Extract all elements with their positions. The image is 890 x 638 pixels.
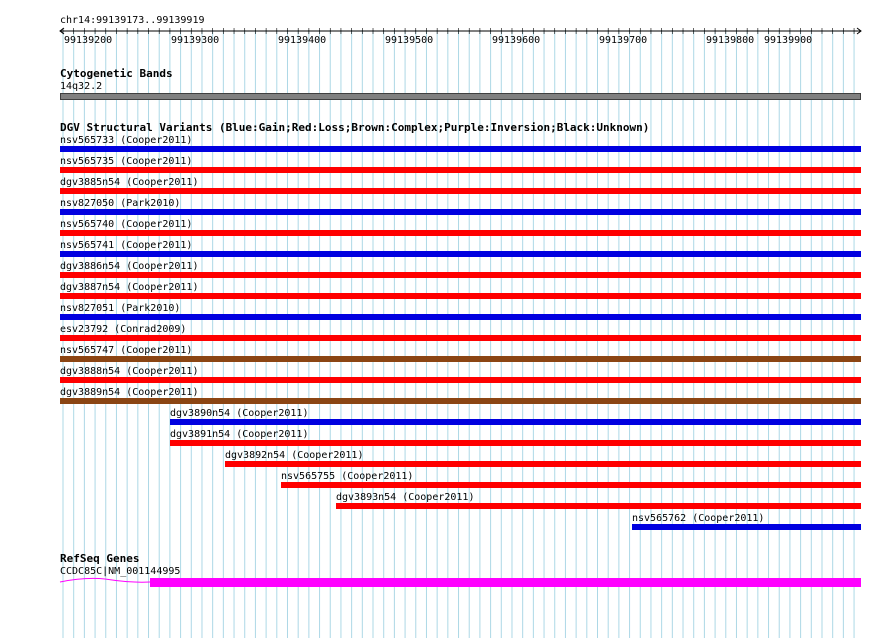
variant-bar[interactable] [170,419,861,425]
ruler-tick-label: 99139800 [706,35,755,46]
variant-label: dgv3885n54 (Cooper2011) [60,177,199,188]
gene-intron-line [60,578,150,582]
variant-bar[interactable] [60,146,861,152]
ruler-tick-label: 99139600 [492,35,541,46]
variant-label: nsv565735 (Cooper2011) [60,156,193,167]
variant-bar[interactable] [60,314,861,320]
variant-bar[interactable] [60,188,861,194]
variant-bar[interactable] [60,251,861,257]
variant-label: nsv565747 (Cooper2011) [60,345,193,356]
variant-label: nsv565740 (Cooper2011) [60,219,193,230]
variant-bar[interactable] [60,272,861,278]
variant-bar[interactable] [60,398,861,404]
variant-bar[interactable] [60,167,861,173]
variant-label: nsv565741 (Cooper2011) [60,240,193,251]
ruler-tick-label: 99139900 [764,35,813,46]
variant-bar[interactable] [336,503,861,509]
variant-label: dgv3892n54 (Cooper2011) [225,450,364,461]
variant-bar[interactable] [281,482,861,488]
variant-bar[interactable] [60,293,861,299]
ruler-tick-label: 99139400 [278,35,327,46]
refseq-track-title: RefSeq Genes [60,552,140,565]
variant-label: dgv3893n54 (Cooper2011) [336,492,475,503]
variant-label: dgv3889n54 (Cooper2011) [60,387,199,398]
ruler-tick-label: 99139500 [385,35,434,46]
ruler-position-label: chr14:99139173..99139919 [60,15,205,26]
variant-label: nsv565733 (Cooper2011) [60,135,193,146]
variant-bar[interactable] [170,440,861,446]
variant-label: dgv3888n54 (Cooper2011) [60,366,199,377]
ruler-tick-label: 99139300 [171,35,220,46]
cytoband-track-title: Cytogenetic Bands [60,67,173,80]
variant-label: nsv565762 (Cooper2011) [632,513,765,524]
variant-label: dgv3886n54 (Cooper2011) [60,261,199,272]
variant-bar[interactable] [60,335,861,341]
variant-label: nsv565755 (Cooper2011) [281,471,414,482]
variant-bar[interactable] [60,230,861,236]
variant-label: dgv3891n54 (Cooper2011) [170,429,309,440]
variant-label: dgv3890n54 (Cooper2011) [170,408,309,419]
variant-label: nsv827051 (Park2010) [60,303,181,314]
variant-bar[interactable] [60,209,861,215]
variant-bar[interactable] [632,524,861,530]
refseq-gene-model[interactable] [0,574,890,590]
ruler-axis[interactable] [0,25,890,45]
refseq-gene-label: CCDC85C|NM_001144995 [60,566,181,577]
gene-exon[interactable] [150,578,861,587]
variant-bar[interactable] [60,377,861,383]
variant-bar[interactable] [60,356,861,362]
ruler-tick-label: 99139700 [599,35,648,46]
cytoband-bar[interactable] [60,93,861,100]
variant-bar[interactable] [225,461,861,467]
variant-label: esv23792 (Conrad2009) [60,324,187,335]
ruler-tick-label: 99139200 [64,35,113,46]
dgv-track-title: DGV Structural Variants (Blue:Gain;Red:Loss;Brown:Complex;Purple:Inversion;Black:Unknown) [60,121,650,134]
cytoband-band-label: 14q32.2 [60,81,103,92]
variant-label: dgv3887n54 (Cooper2011) [60,282,199,293]
variant-label: nsv827050 (Park2010) [60,198,181,209]
